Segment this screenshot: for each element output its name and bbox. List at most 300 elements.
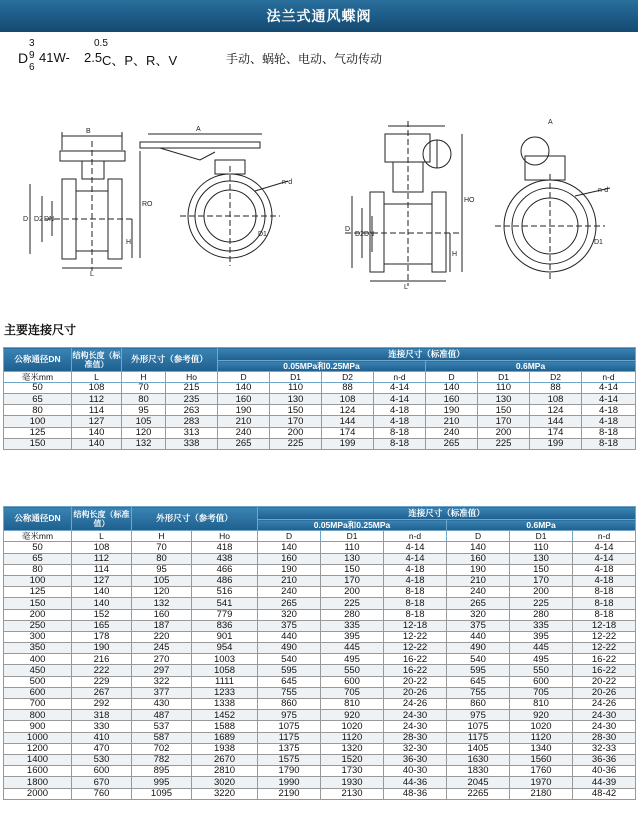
table-cell: 80	[132, 553, 192, 564]
header-length: 结构长度（标准值）	[72, 507, 132, 531]
table-cell: 40-30	[384, 766, 447, 777]
header-pressure-2: 0.6MPa	[426, 361, 636, 372]
table-cell: 127	[72, 416, 122, 427]
table-cell: 16-22	[573, 654, 636, 665]
table-cell: 400	[4, 654, 72, 665]
table-cell: 1111	[192, 676, 258, 687]
table-cell: 4-14	[573, 553, 636, 564]
table-cell: 32-33	[573, 743, 636, 754]
table-cell: 140	[72, 587, 132, 598]
table-cell: 190	[72, 643, 132, 654]
table-cell: 292	[72, 699, 132, 710]
unit-header: D2	[322, 372, 374, 383]
table-cell: 24-30	[384, 721, 447, 732]
table-row	[4, 654, 636, 665]
table-cell: 490	[447, 643, 510, 654]
table-cell: 1095	[132, 788, 192, 799]
unit-header: D2	[530, 372, 582, 383]
table-cell: 975	[258, 710, 321, 721]
table-cell: 860	[447, 699, 510, 710]
table-cell: 210	[447, 575, 510, 586]
model-pressure-top: 0.5	[94, 38, 108, 49]
table-cell: 36-30	[384, 754, 447, 765]
table-cell: 8-18	[573, 587, 636, 598]
table-cell: 2190	[258, 788, 321, 799]
table-cell: 150	[270, 405, 322, 416]
page-title: 法兰式通风蝶阀	[266, 9, 372, 25]
table-cell: 2130	[321, 788, 384, 799]
table-cell: 229	[72, 676, 132, 687]
table-cell: 2670	[192, 754, 258, 765]
table-cell: 495	[321, 654, 384, 665]
table-cell: 178	[72, 631, 132, 642]
table-cell: 283	[166, 416, 218, 427]
table-cell: 1120	[321, 732, 384, 743]
table-cell: 350	[4, 643, 72, 654]
table-cell: 225	[270, 438, 322, 449]
dim-label: L	[404, 284, 408, 291]
table-cell: 240	[426, 427, 478, 438]
table-cell: 1120	[510, 732, 573, 743]
table-cell: 1560	[510, 754, 573, 765]
header-pressure-1: 0.05MPa和0.25MPa	[258, 520, 447, 531]
table-cell: 4-14	[573, 542, 636, 553]
model-pressure: 2.5	[84, 50, 103, 65]
table-cell: 165	[72, 620, 132, 631]
table-cell: 70	[122, 383, 166, 394]
unit-header: D1	[510, 531, 573, 542]
table-cell: 2810	[192, 766, 258, 777]
table-cell: 1600	[4, 766, 72, 777]
table-cell: 210	[218, 416, 270, 427]
table-row	[4, 699, 636, 710]
table-cell: 1630	[447, 754, 510, 765]
table-cell: 500	[4, 676, 72, 687]
table-cell: 705	[321, 687, 384, 698]
table-cell: 16-22	[384, 654, 447, 665]
table-cell: 1175	[447, 732, 510, 743]
table-cell: 160	[132, 609, 192, 620]
table-row	[4, 598, 636, 609]
dim-label: n-d	[282, 179, 293, 186]
table-cell: 995	[132, 777, 192, 788]
table-row	[4, 710, 636, 721]
dim-label: D	[345, 226, 351, 233]
table-cell: 140	[447, 542, 510, 553]
table-cell: 540	[447, 654, 510, 665]
table-row	[4, 766, 636, 777]
unit-header: Ho	[166, 372, 218, 383]
table-cell: 12-18	[384, 620, 447, 631]
table-row	[4, 676, 636, 687]
table-cell: 490	[258, 643, 321, 654]
model-body: 41W-	[39, 50, 70, 65]
table-cell: 670	[72, 777, 132, 788]
table-cell: 240	[447, 587, 510, 598]
table-cell: 170	[478, 416, 530, 427]
header-shape: 外形尺寸（参考值）	[122, 348, 218, 372]
model-mid: 9	[29, 50, 35, 61]
table-cell: 8-18	[384, 598, 447, 609]
table-cell: 600	[321, 676, 384, 687]
table-cell: 537	[132, 721, 192, 732]
table-cell: 36-36	[573, 754, 636, 765]
table-cell: 105	[122, 416, 166, 427]
table-row	[4, 754, 636, 765]
header-dn: 公称通径DN	[4, 507, 72, 531]
table-cell: 112	[72, 553, 132, 564]
table-cell: 200	[510, 587, 573, 598]
table-cell: 1320	[321, 743, 384, 754]
table-cell: 187	[132, 620, 192, 631]
table-cell: 70	[132, 542, 192, 553]
table-cell: 80	[4, 564, 72, 575]
table-cell: 12-18	[573, 620, 636, 631]
table-cell: 225	[478, 438, 530, 449]
table-cell: 495	[510, 654, 573, 665]
table-row	[4, 405, 636, 416]
dim-label: B	[86, 128, 91, 135]
table-cell: 1930	[321, 777, 384, 788]
table-cell: 760	[72, 788, 132, 799]
table-row	[4, 575, 636, 586]
table-cell: 95	[122, 405, 166, 416]
table-cell: 140	[72, 438, 122, 449]
table-cell: 12-22	[384, 643, 447, 654]
table-cell: 65	[4, 394, 72, 405]
table-cell: 438	[192, 553, 258, 564]
table-cell: 150	[4, 598, 72, 609]
table-cell: 2000	[4, 788, 72, 799]
table-cell: 335	[510, 620, 573, 631]
table-cell: 2180	[510, 788, 573, 799]
table-cell: 1760	[510, 766, 573, 777]
table-cell: 140	[218, 383, 270, 394]
table-cell: 32-30	[384, 743, 447, 754]
table-cell: 95	[132, 564, 192, 575]
table-row	[4, 438, 636, 449]
table-cell: 132	[132, 598, 192, 609]
table-cell: 20-26	[573, 687, 636, 698]
dim-label: A	[196, 126, 201, 133]
table-cell: 1938	[192, 743, 258, 754]
table-cell: 1000	[4, 732, 72, 743]
table-cell: 100	[4, 575, 72, 586]
table-cell: 108	[530, 394, 582, 405]
unit-header: n-d	[573, 531, 636, 542]
table-cell: 705	[510, 687, 573, 698]
table-cell: 4-18	[573, 564, 636, 575]
table-cell: 645	[258, 676, 321, 687]
table-cell: 130	[510, 553, 573, 564]
table-row	[4, 587, 636, 598]
header-dn: 公称通径DN	[4, 348, 72, 372]
table-cell: 28-30	[384, 732, 447, 743]
table-cell: 8-18	[374, 438, 426, 449]
gear-valve-side-view	[345, 121, 462, 286]
dim-label: D1	[258, 231, 267, 238]
table-cell: 160	[447, 553, 510, 564]
table-cell: 12-22	[384, 631, 447, 642]
table-cell: 174	[322, 427, 374, 438]
table-row	[4, 643, 636, 654]
header-shape: 外形尺寸（参考值）	[132, 507, 258, 531]
table-row	[4, 777, 636, 788]
table-cell: 124	[530, 405, 582, 416]
table-cell: 4-18	[374, 416, 426, 427]
table-cell: 595	[258, 665, 321, 676]
table-cell: 24-30	[573, 710, 636, 721]
table-cell: 108	[322, 394, 374, 405]
unit-header: D1	[321, 531, 384, 542]
table-cell: 50	[4, 383, 72, 394]
table-cell: 600	[510, 676, 573, 687]
table-cell: 755	[447, 687, 510, 698]
table-cell: 110	[478, 383, 530, 394]
table-cell: 65	[4, 553, 72, 564]
table-cell: 530	[72, 754, 132, 765]
table-cell: 88	[530, 383, 582, 394]
dim-label: H	[126, 239, 132, 246]
table-cell: 550	[321, 665, 384, 676]
table-cell: 150	[478, 405, 530, 416]
dim-label: D2	[34, 216, 43, 223]
table-cell: 300	[4, 631, 72, 642]
table-cell: 375	[447, 620, 510, 631]
table-cell: 8-18	[573, 609, 636, 620]
table-cell: 190	[258, 564, 321, 575]
table-cell: 4-14	[384, 553, 447, 564]
table-cell: 124	[322, 405, 374, 416]
dim-label: DN	[364, 231, 375, 238]
table-cell: 1689	[192, 732, 258, 743]
model-suffix: C、P、R、V	[102, 53, 178, 68]
table-cell: 170	[510, 575, 573, 586]
table-cell: 48-42	[573, 788, 636, 799]
table-cell: 700	[4, 699, 72, 710]
lever-valve-front-view	[140, 134, 288, 266]
table-cell: 105	[132, 575, 192, 586]
table-cell: 320	[447, 609, 510, 620]
unit-header: D	[218, 372, 270, 383]
table-cell: 901	[192, 631, 258, 642]
table-cell: 4-14	[374, 383, 426, 394]
table-cell: 125	[4, 427, 72, 438]
table-cell: 140	[72, 598, 132, 609]
table-cell: 1075	[258, 721, 321, 732]
table-cell: 16-22	[573, 665, 636, 676]
table-cell: 170	[321, 575, 384, 586]
table-row	[4, 427, 636, 438]
table-cell: 486	[192, 575, 258, 586]
table-cell: 1020	[510, 721, 573, 732]
table-cell: 900	[4, 721, 72, 732]
table-cell: 954	[192, 643, 258, 654]
table-cell: 318	[72, 710, 132, 721]
table-row	[4, 721, 636, 732]
unit-header: 毫米mm	[4, 531, 72, 542]
table-row	[4, 788, 636, 799]
table-cell: 263	[166, 405, 218, 416]
table-cell: 418	[192, 542, 258, 553]
dim-label: HO	[464, 197, 475, 204]
table-cell: 550	[510, 665, 573, 676]
unit-header: D	[258, 531, 321, 542]
table-cell: 120	[122, 427, 166, 438]
unit-header: n-d	[582, 372, 636, 383]
table-cell: 335	[321, 620, 384, 631]
unit-header: Ho	[192, 531, 258, 542]
dim-label: D	[23, 216, 29, 223]
table-cell: 516	[192, 587, 258, 598]
table-cell: 1340	[510, 743, 573, 754]
table-cell: 1375	[258, 743, 321, 754]
table-cell: 3020	[192, 777, 258, 788]
model-sub: 6	[29, 62, 35, 73]
header-pressure-1: 0.05MPa和0.25MPa	[218, 361, 426, 372]
table-cell: 150	[4, 438, 72, 449]
table-cell: 150	[510, 564, 573, 575]
table-cell: 1830	[447, 766, 510, 777]
table-row	[4, 609, 636, 620]
table-row	[4, 620, 636, 631]
table-cell: 395	[321, 631, 384, 642]
table-cell: 270	[132, 654, 192, 665]
unit-header: D1	[478, 372, 530, 383]
table-cell: 120	[132, 587, 192, 598]
table-cell: 920	[510, 710, 573, 721]
unit-header: H	[122, 372, 166, 383]
table-cell: 24-30	[573, 721, 636, 732]
header-pressure-2: 0.6MPa	[447, 520, 636, 531]
table-cell: 24-26	[573, 699, 636, 710]
table-cell: 8-18	[374, 427, 426, 438]
table-cell: 127	[72, 575, 132, 586]
unit-header: D	[426, 372, 478, 383]
table-cell: 4-18	[384, 564, 447, 575]
table-cell: 24-30	[384, 710, 447, 721]
table-cell: 200	[4, 609, 72, 620]
dim-label: H	[452, 251, 458, 258]
table-cell: 975	[447, 710, 510, 721]
table-cell: 322	[132, 676, 192, 687]
section-title: 主要连接尺寸	[4, 323, 77, 337]
dim-label: D1	[594, 239, 603, 246]
table-cell: 410	[72, 732, 132, 743]
table-cell: 28-30	[573, 732, 636, 743]
table-cell: 20-22	[573, 676, 636, 687]
table-cell: 3220	[192, 788, 258, 799]
table-cell: 540	[258, 654, 321, 665]
table-cell: 48-36	[384, 788, 447, 799]
table-cell: 12-22	[573, 631, 636, 642]
table-cell: 4-14	[384, 542, 447, 553]
dim-label: D2	[355, 231, 364, 238]
table-cell: 265	[426, 438, 478, 449]
table-cell: 895	[132, 766, 192, 777]
table-cell: 130	[270, 394, 322, 405]
table-cell: 40-36	[573, 766, 636, 777]
table-cell: 112	[72, 394, 122, 405]
table-cell: 240	[218, 427, 270, 438]
unit-header: L	[72, 372, 122, 383]
table-cell: 4-18	[582, 416, 636, 427]
table-cell: 8-18	[582, 438, 636, 449]
table-cell: 779	[192, 609, 258, 620]
table-cell: 200	[321, 587, 384, 598]
table-cell: 645	[447, 676, 510, 687]
table-cell: 1405	[447, 743, 510, 754]
table-cell: 430	[132, 699, 192, 710]
table-cell: 377	[132, 687, 192, 698]
table-cell: 140	[426, 383, 478, 394]
table-row	[4, 564, 636, 575]
table-cell: 595	[447, 665, 510, 676]
table-cell: 320	[258, 609, 321, 620]
table-cell: 810	[510, 699, 573, 710]
table-cell: 1790	[258, 766, 321, 777]
table-cell: 1003	[192, 654, 258, 665]
table-cell: 1800	[4, 777, 72, 788]
unit-header: D	[447, 531, 510, 542]
table-cell: 8-18	[582, 427, 636, 438]
table-cell: 8-18	[384, 609, 447, 620]
table-cell: 2045	[447, 777, 510, 788]
table-cell: 1990	[258, 777, 321, 788]
table-cell: 222	[72, 665, 132, 676]
table-cell: 4-18	[374, 405, 426, 416]
table-cell: 1575	[258, 754, 321, 765]
table-cell: 114	[72, 564, 132, 575]
unit-header: D1	[270, 372, 322, 383]
table-cell: 110	[270, 383, 322, 394]
table-cell: 200	[270, 427, 322, 438]
title-banner	[0, 0, 638, 32]
table-cell: 267	[72, 687, 132, 698]
dim-label: n-d	[598, 187, 609, 194]
table-cell: 20-26	[384, 687, 447, 698]
table-cell: 1400	[4, 754, 72, 765]
table-cell: 190	[426, 405, 478, 416]
table-cell: 280	[321, 609, 384, 620]
table-row	[4, 687, 636, 698]
table-cell: 130	[321, 553, 384, 564]
table-cell: 375	[258, 620, 321, 631]
unit-header: n-d	[374, 372, 426, 383]
dim-label: DN	[44, 216, 55, 223]
table-row	[4, 665, 636, 676]
table-cell: 445	[510, 643, 573, 654]
table-cell: 210	[258, 575, 321, 586]
table-cell: 210	[426, 416, 478, 427]
unit-header: n-d	[384, 531, 447, 542]
table-cell: 440	[258, 631, 321, 642]
connection-table-small	[3, 347, 636, 450]
table-cell: 782	[132, 754, 192, 765]
table-cell: 216	[72, 654, 132, 665]
table-cell: 225	[510, 598, 573, 609]
table-cell: 920	[321, 710, 384, 721]
table-cell: 152	[72, 609, 132, 620]
table-cell: 250	[4, 620, 72, 631]
table-cell: 190	[447, 564, 510, 575]
table-row	[4, 553, 636, 564]
header-connection: 连接尺寸（标准值）	[218, 348, 636, 361]
table-row	[4, 416, 636, 427]
table-cell: 445	[321, 643, 384, 654]
table-cell: 50	[4, 542, 72, 553]
table-cell: 245	[132, 643, 192, 654]
